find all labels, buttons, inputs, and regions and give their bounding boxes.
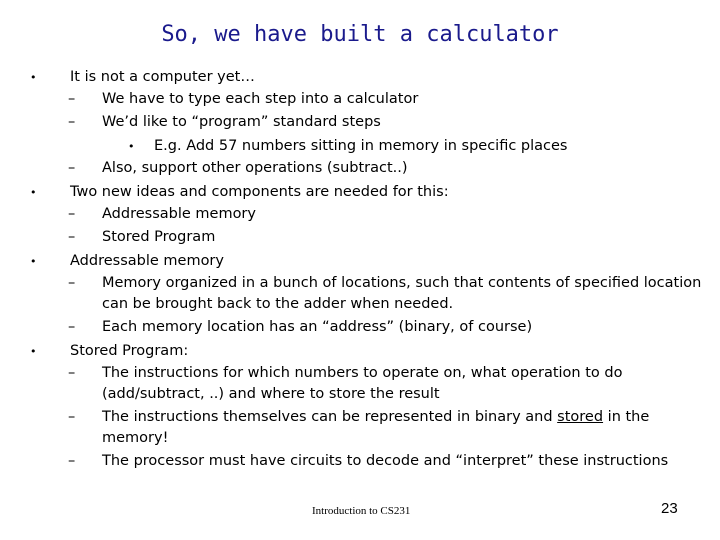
slide-content bbox=[30, 66, 710, 474]
bullet-addressable-memory bbox=[30, 250, 710, 273]
bullet-new-ideas bbox=[30, 181, 710, 204]
dash-icon: – bbox=[68, 275, 76, 291]
underlined-word: stored bbox=[557, 409, 604, 425]
dash-icon: – bbox=[68, 365, 76, 381]
bullet-dot-icon: • bbox=[128, 140, 135, 153]
sub-bullet bbox=[30, 112, 710, 133]
sub-bullet bbox=[30, 89, 710, 110]
text-before: The instructions themselves can be represented in binary and bbox=[102, 409, 558, 425]
dash-icon: – bbox=[68, 160, 76, 176]
bullet-dot-icon: • bbox=[30, 71, 37, 84]
sub-bullet-text: Each memory location has an “address” (binary, of course) bbox=[102, 319, 533, 335]
sub-bullet bbox=[30, 227, 710, 248]
sub-bullet bbox=[30, 158, 710, 179]
sub-bullet-text: Addressable memory bbox=[102, 206, 256, 222]
bullet-text: Addressable memory bbox=[70, 253, 224, 269]
bullet-text: Stored Program: bbox=[70, 343, 189, 359]
dash-icon: – bbox=[68, 453, 76, 469]
sub-bullet-text: The processor must have circuits to decode and “interpret” these instructions bbox=[102, 453, 669, 469]
sub-bullet-text: The instructions for which numbers to operate on, what operation to do (add/subtract, ..) and where to store the result bbox=[102, 365, 623, 402]
slide-title: So, we have built a calculator bbox=[161, 22, 559, 47]
bullet-dot-icon: • bbox=[30, 345, 37, 358]
sub-bullet bbox=[30, 451, 710, 472]
footer-text: Introduction to CS231 bbox=[312, 505, 411, 517]
sub-bullet bbox=[30, 273, 710, 315]
sub-bullet-text: Memory organized in a bunch of locations, such that contents of specified location can be brought back to the adder when needed. bbox=[102, 275, 702, 312]
bullet-text: Two new ideas and components are needed for this: bbox=[70, 184, 449, 200]
sub-bullet-text: We have to type each step into a calculator bbox=[102, 91, 419, 107]
bullet-dot-icon: • bbox=[30, 255, 37, 268]
sub-bullet bbox=[30, 204, 710, 225]
sub-bullet bbox=[30, 363, 710, 405]
bullet-text: It is not a computer yet… bbox=[70, 69, 255, 85]
text-after: in the memory! bbox=[102, 409, 650, 446]
bullet-dot-icon: • bbox=[30, 186, 37, 199]
sub-sub-bullet bbox=[30, 135, 710, 158]
sub-bullet-text bbox=[102, 409, 649, 446]
dash-icon: – bbox=[68, 206, 76, 222]
sub-sub-bullet-text: E.g. Add 57 numbers sitting in memory in specific places bbox=[154, 138, 568, 154]
bullet-stored-program bbox=[30, 340, 710, 363]
bullet-not-computer bbox=[30, 66, 710, 89]
dash-icon: – bbox=[68, 409, 76, 425]
sub-bullet bbox=[30, 407, 710, 449]
sub-bullet-text: Stored Program bbox=[102, 229, 216, 245]
dash-icon: – bbox=[68, 319, 76, 335]
dash-icon: – bbox=[68, 91, 76, 107]
dash-icon: – bbox=[68, 229, 76, 245]
page-number: 23 bbox=[661, 500, 678, 517]
sub-bullet-text: Also, support other operations (subtract..) bbox=[102, 160, 408, 176]
dash-icon: – bbox=[68, 114, 76, 130]
sub-bullet-text: We’d like to “program” standard steps bbox=[102, 114, 381, 130]
sub-bullet bbox=[30, 317, 710, 338]
